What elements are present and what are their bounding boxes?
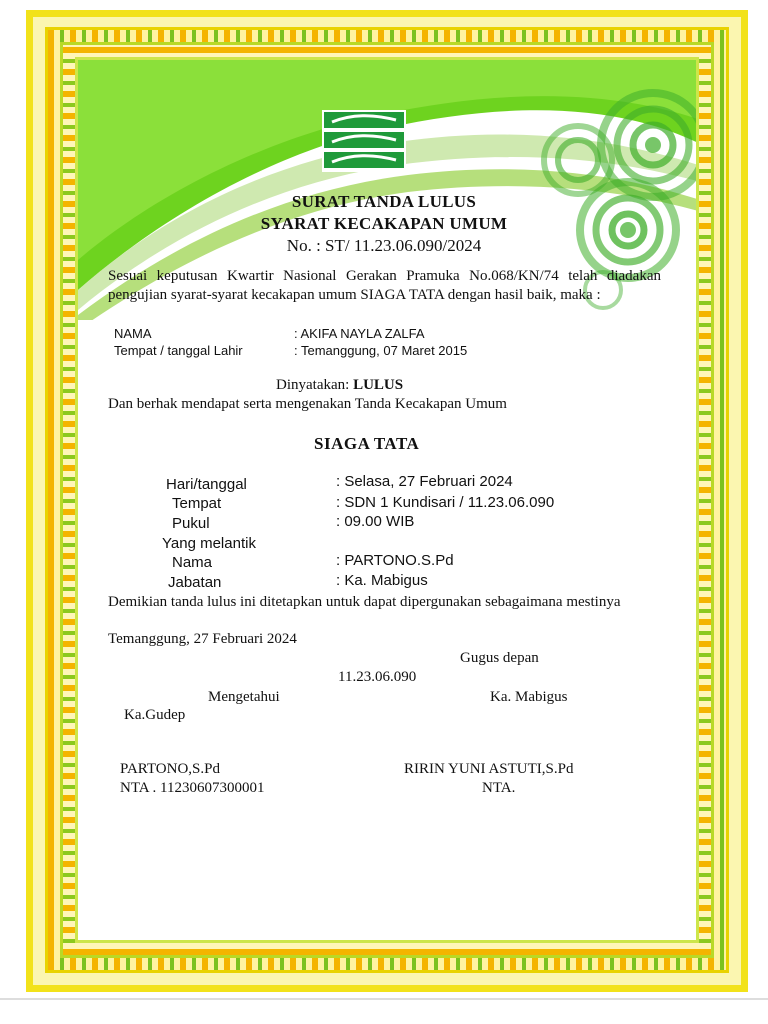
intro-paragraph: Sesuai keputusan Kwartir Nasional Gerakan Pramuka No.068/KN/74 telah diadakan pengujian syarat-syarat kecakapan umum SIAGA TATA dengan hasil baik, maka : <box>108 268 661 303</box>
inaugurator-name-label: Nama <box>172 554 213 571</box>
time-value: : 09.00 WIB <box>336 513 415 530</box>
name-value: : AKIFA NAYLA ZALFA <box>294 326 425 341</box>
right-role: Ka. Mabigus <box>490 689 568 705</box>
certificate-number: No. : ST/ 11.23.06.090/2024 <box>286 236 482 255</box>
page-bottom-divider <box>0 998 768 1000</box>
gudep-label: Gugus depan <box>460 650 539 666</box>
left-signatory-nta: NTA . 11230607300001 <box>120 780 265 796</box>
name-label: NAMA <box>114 326 152 341</box>
time-label: Pukul <box>172 515 210 532</box>
inaugurator-label: Yang melantik <box>162 535 256 552</box>
title-line-2: SYARAT KECAKAPAN UMUM <box>260 214 508 233</box>
place-date: Temanggung, 27 Februari 2024 <box>108 631 297 647</box>
right-signatory-nta: NTA. <box>482 780 516 796</box>
day-value: : Selasa, 27 Februari 2024 <box>336 473 513 490</box>
declaration-label: Dinyatakan: <box>276 377 350 393</box>
declaration-status: LULUS <box>353 377 404 393</box>
inaugurator-name-value: : PARTONO.S.Pd <box>336 552 454 569</box>
title-line-1: SURAT TANDA LULUS <box>291 192 477 211</box>
position-value: : Ka. Mabigus <box>336 572 428 589</box>
tunas-kelapa-logo-icon <box>322 110 406 172</box>
declaration-line: Dan berhak mendapat serta mengenakan Tanda Kecakapan Umum <box>108 396 507 412</box>
closing-text: Demikian tanda lulus ini ditetapkan untuk dapat dipergunakan sebagaimana mestinya <box>108 594 621 610</box>
position-label: Jabatan <box>168 574 222 591</box>
day-label: Hari/tanggal <box>166 476 247 493</box>
place-label: Tempat <box>172 495 222 512</box>
place-value: : SDN 1 Kundisari / 11.23.06.090 <box>336 494 555 511</box>
left-role: Ka.Gudep <box>124 707 186 723</box>
right-signatory-name: RIRIN YUNI ASTUTI,S.Pd <box>404 761 574 777</box>
acknowledge-label: Mengetahui <box>208 689 280 705</box>
birth-label: Tempat / tanggal Lahir <box>114 343 243 358</box>
declaration <box>276 377 403 394</box>
left-signatory-name: PARTONO,S.Pd <box>120 761 220 777</box>
badge-title: SIAGA TATA <box>314 434 420 453</box>
birth-value: : Temanggung, 07 Maret 2015 <box>294 343 468 358</box>
gudep-number: 11.23.06.090 <box>338 669 417 685</box>
